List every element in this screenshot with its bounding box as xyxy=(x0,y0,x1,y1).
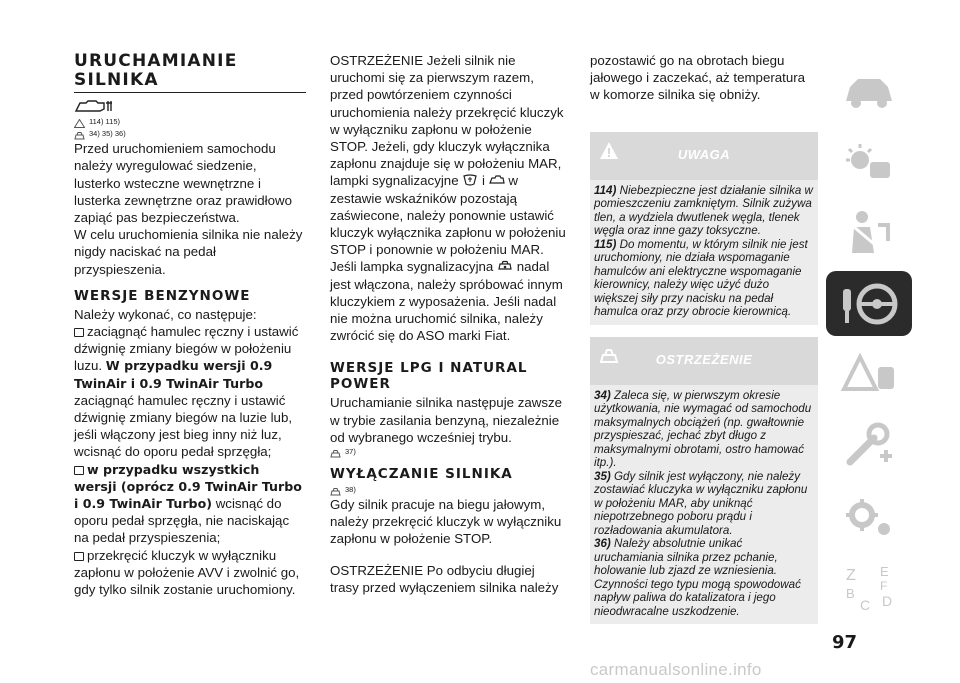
title-line-2: SILNIKA xyxy=(74,70,159,90)
bullet-square-icon xyxy=(74,466,84,475)
step-2: w przypadku wszystkich wersji (oprócz 0.9 TwinAir Turbo i 0.9 TwinAir Turbo) wcisnąć do oporu pedał sprzęgła, nie naciskając na pedał przyspieszenia; xyxy=(74,461,302,546)
wrench-icon xyxy=(840,422,898,470)
car-icon xyxy=(840,71,898,111)
column-2 xyxy=(330,52,566,596)
step-3: przekręcić kluczyk w wyłączniku zapłonu w położenie AVV i zwolnić go, gdy tylko silnik zostanie uruchomiony. xyxy=(74,547,300,598)
paragraph: W celu uruchomienia silnika nie należy nigdy naciskać na pedał przyspieszenia. xyxy=(74,227,303,277)
paragraph: Przed uruchomieniem samochodu należy wyregulować siedzenie, lusterko wsteczne wewnętrzne i lusterka zewnętrzne oraz prawidłowo zapiąć pas bezpieczeństwa. xyxy=(74,141,293,226)
glow-plug-warning-icon xyxy=(462,174,478,186)
steering-wheel-key-icon xyxy=(837,279,901,329)
index-letter: E xyxy=(880,563,889,579)
index-letter: D xyxy=(882,592,893,609)
dashboard-lights-icon xyxy=(840,140,898,184)
nav-tab-maintenance[interactable] xyxy=(826,413,912,478)
warning-box-header xyxy=(590,337,818,385)
warning-triangle-icon xyxy=(840,353,898,397)
index-letter: Z xyxy=(846,566,856,584)
warning-box-title: OSTRZEŻENIE xyxy=(655,351,753,367)
column-3 xyxy=(590,52,818,624)
chapter-nav xyxy=(826,58,912,626)
caution-box-title: UWAGA xyxy=(677,146,731,162)
step-1: zaciągnąć hamulec ręczny i ustawić dźwignię zmiany biegów w położeniu luzu. W przypadku wersji 0.9 TwinAir i 0.9 TwinAir Turbo zaciągnąć hamulec ręczny i ustawić dźwignię zmiany biegów na luzie lub, jeśli włączony jest bieg inny niż luz, wcisnąć do oporu pedał sprzęgła; xyxy=(74,324,299,460)
heading-petrol-versions: WERSJE BENZYNOWE xyxy=(74,287,251,304)
engine-icon xyxy=(74,99,114,113)
refs-danger: 114) 115) xyxy=(89,117,120,127)
car-warning-icon xyxy=(74,131,85,140)
immobilizer-warning-icon xyxy=(497,260,513,272)
car-warning-icon xyxy=(330,449,341,458)
index-letter: C xyxy=(860,596,871,613)
title-line-1: URUCHAMIANIE xyxy=(74,51,238,71)
lpg-ref: 37) xyxy=(345,447,356,457)
watermark: carmanualsonline.info xyxy=(590,660,762,679)
engine-warning-icon xyxy=(489,174,505,186)
stop-ref: 38) xyxy=(345,485,356,495)
nav-tab-safety[interactable] xyxy=(826,200,912,265)
alphabet-index-icon xyxy=(840,562,898,614)
paragraph-warning: OSTRZEŻENIE Jeżeli silnik nie uruchomi się za pierwszym razem, przed powtórzeniem czynności uruchomienia należy przekręcić kluczyk w wyłączniku zapłonu w położenie STOP. Jeżeli, gdy kluczyk wyłącznika zapłonu znajduje się w położeniu MAR, lampki sygnalizacyjne i w zestawie wskaźników pozostają zaświecone, należy ponownie ustawić kluczyk wyłącznika zapłonu w położeniu STOP i ponownie w położeniu MAR. Jeśli lampka sygnalizacyjna nadal jest włączona, należy spróbować innym kluczykiem z wyposażenia. Jeśli nadal nie można uruchomić silnika, należy zwrócić się do ASO marki Fiat. xyxy=(330,53,566,344)
caution-box-header xyxy=(590,132,818,180)
nav-tab-index[interactable] xyxy=(826,555,912,620)
index-letter: F xyxy=(880,578,888,593)
heading-lpg: WERSJE LPG I NATURAL POWER xyxy=(330,360,528,393)
refs-warning: 34) 35) 36) xyxy=(89,129,126,139)
column-1 xyxy=(74,52,306,598)
nav-tab-emergency[interactable] xyxy=(826,342,912,407)
lpg-paragraph: Uruchamianie silnika następuje zawsze w trybie zasilania benzyną, niezależnie od wybranego wcześniej trybu. xyxy=(330,395,563,445)
nav-tab-vehicle[interactable] xyxy=(826,58,912,123)
paragraph: pozostawić go na obrotach biegu jałowego i zaczekać, aż temperatura w komorze silnika się obniży. xyxy=(590,53,806,103)
bullet-square-icon xyxy=(74,328,84,337)
nav-tab-dashboard[interactable] xyxy=(826,129,912,194)
page-number: 97 xyxy=(832,632,858,653)
heading-engine-stop: WYŁĄCZANIE SILNIKA xyxy=(330,466,513,483)
danger-triangle-icon xyxy=(74,119,85,128)
car-warning-icon xyxy=(330,487,341,496)
caution-box xyxy=(590,132,818,325)
warning-box xyxy=(590,337,818,625)
bullet-square-icon xyxy=(74,552,84,561)
caution-box-body: 114) Niebezpieczne jest działanie silnika w pomieszczeniu zamkniętym. Silnik zużywa tlen, a wydziela dwutlenek węgla, tlenek węgla oraz inne gazy toksyczne. 115) Do momentu, w którym silnik nie jest uruchomiony, nie działa wspomaganie hamulców ani elektryczne wspomaganie kierownicy, należy więc użyć dużo większej siły przy nacisku na pedał hamulca oraz przy obrocie kierownicą. xyxy=(594,183,813,319)
index-letter: B xyxy=(846,585,855,601)
stop-warning-paragraph: OSTRZEŻENIE Po odbyciu długiej trasy przed wyłączeniem silnika należy xyxy=(330,562,559,595)
warning-box-body: 34) Zaleca się, w pierwszym okresie użytkowania, nie wymagać od samochodu maksymalnych obciążeń (np. gwałtownie przyspieszać, jechać zbyt długo z maksymalnymi obrotami, ostro hamować itp.). 35) Gdy silnik jest wyłączony, nie należy zostawiać kluczyka w wyłączniku zapłonu w położeniu MAR, aby uniknąć niepotrzebnego poboru prądu i rozładowania akumulatora. 36) Należy absolutnie unikać uruchamiania silnika przez pchanie, holowanie lub zjazd ze wzniesienia. Czynności tego typu mogą spowodować napływ paliwa do katalizatora i jego nieodwracalne uszkodzenie. xyxy=(594,388,812,618)
section-title xyxy=(74,52,306,93)
seatbelt-icon xyxy=(840,209,898,257)
stop-paragraph: Gdy silnik pracuje na biegu jałowym, należy przekręcić kluczyk w wyłączniku zapłonu w położenie STOP. xyxy=(330,497,562,547)
nav-tab-technical-data[interactable] xyxy=(826,484,912,549)
nav-tab-starting-driving[interactable] xyxy=(826,271,912,336)
gear-icon xyxy=(840,493,898,541)
petrol-intro: Należy wykonać, co następuje: xyxy=(74,306,257,322)
